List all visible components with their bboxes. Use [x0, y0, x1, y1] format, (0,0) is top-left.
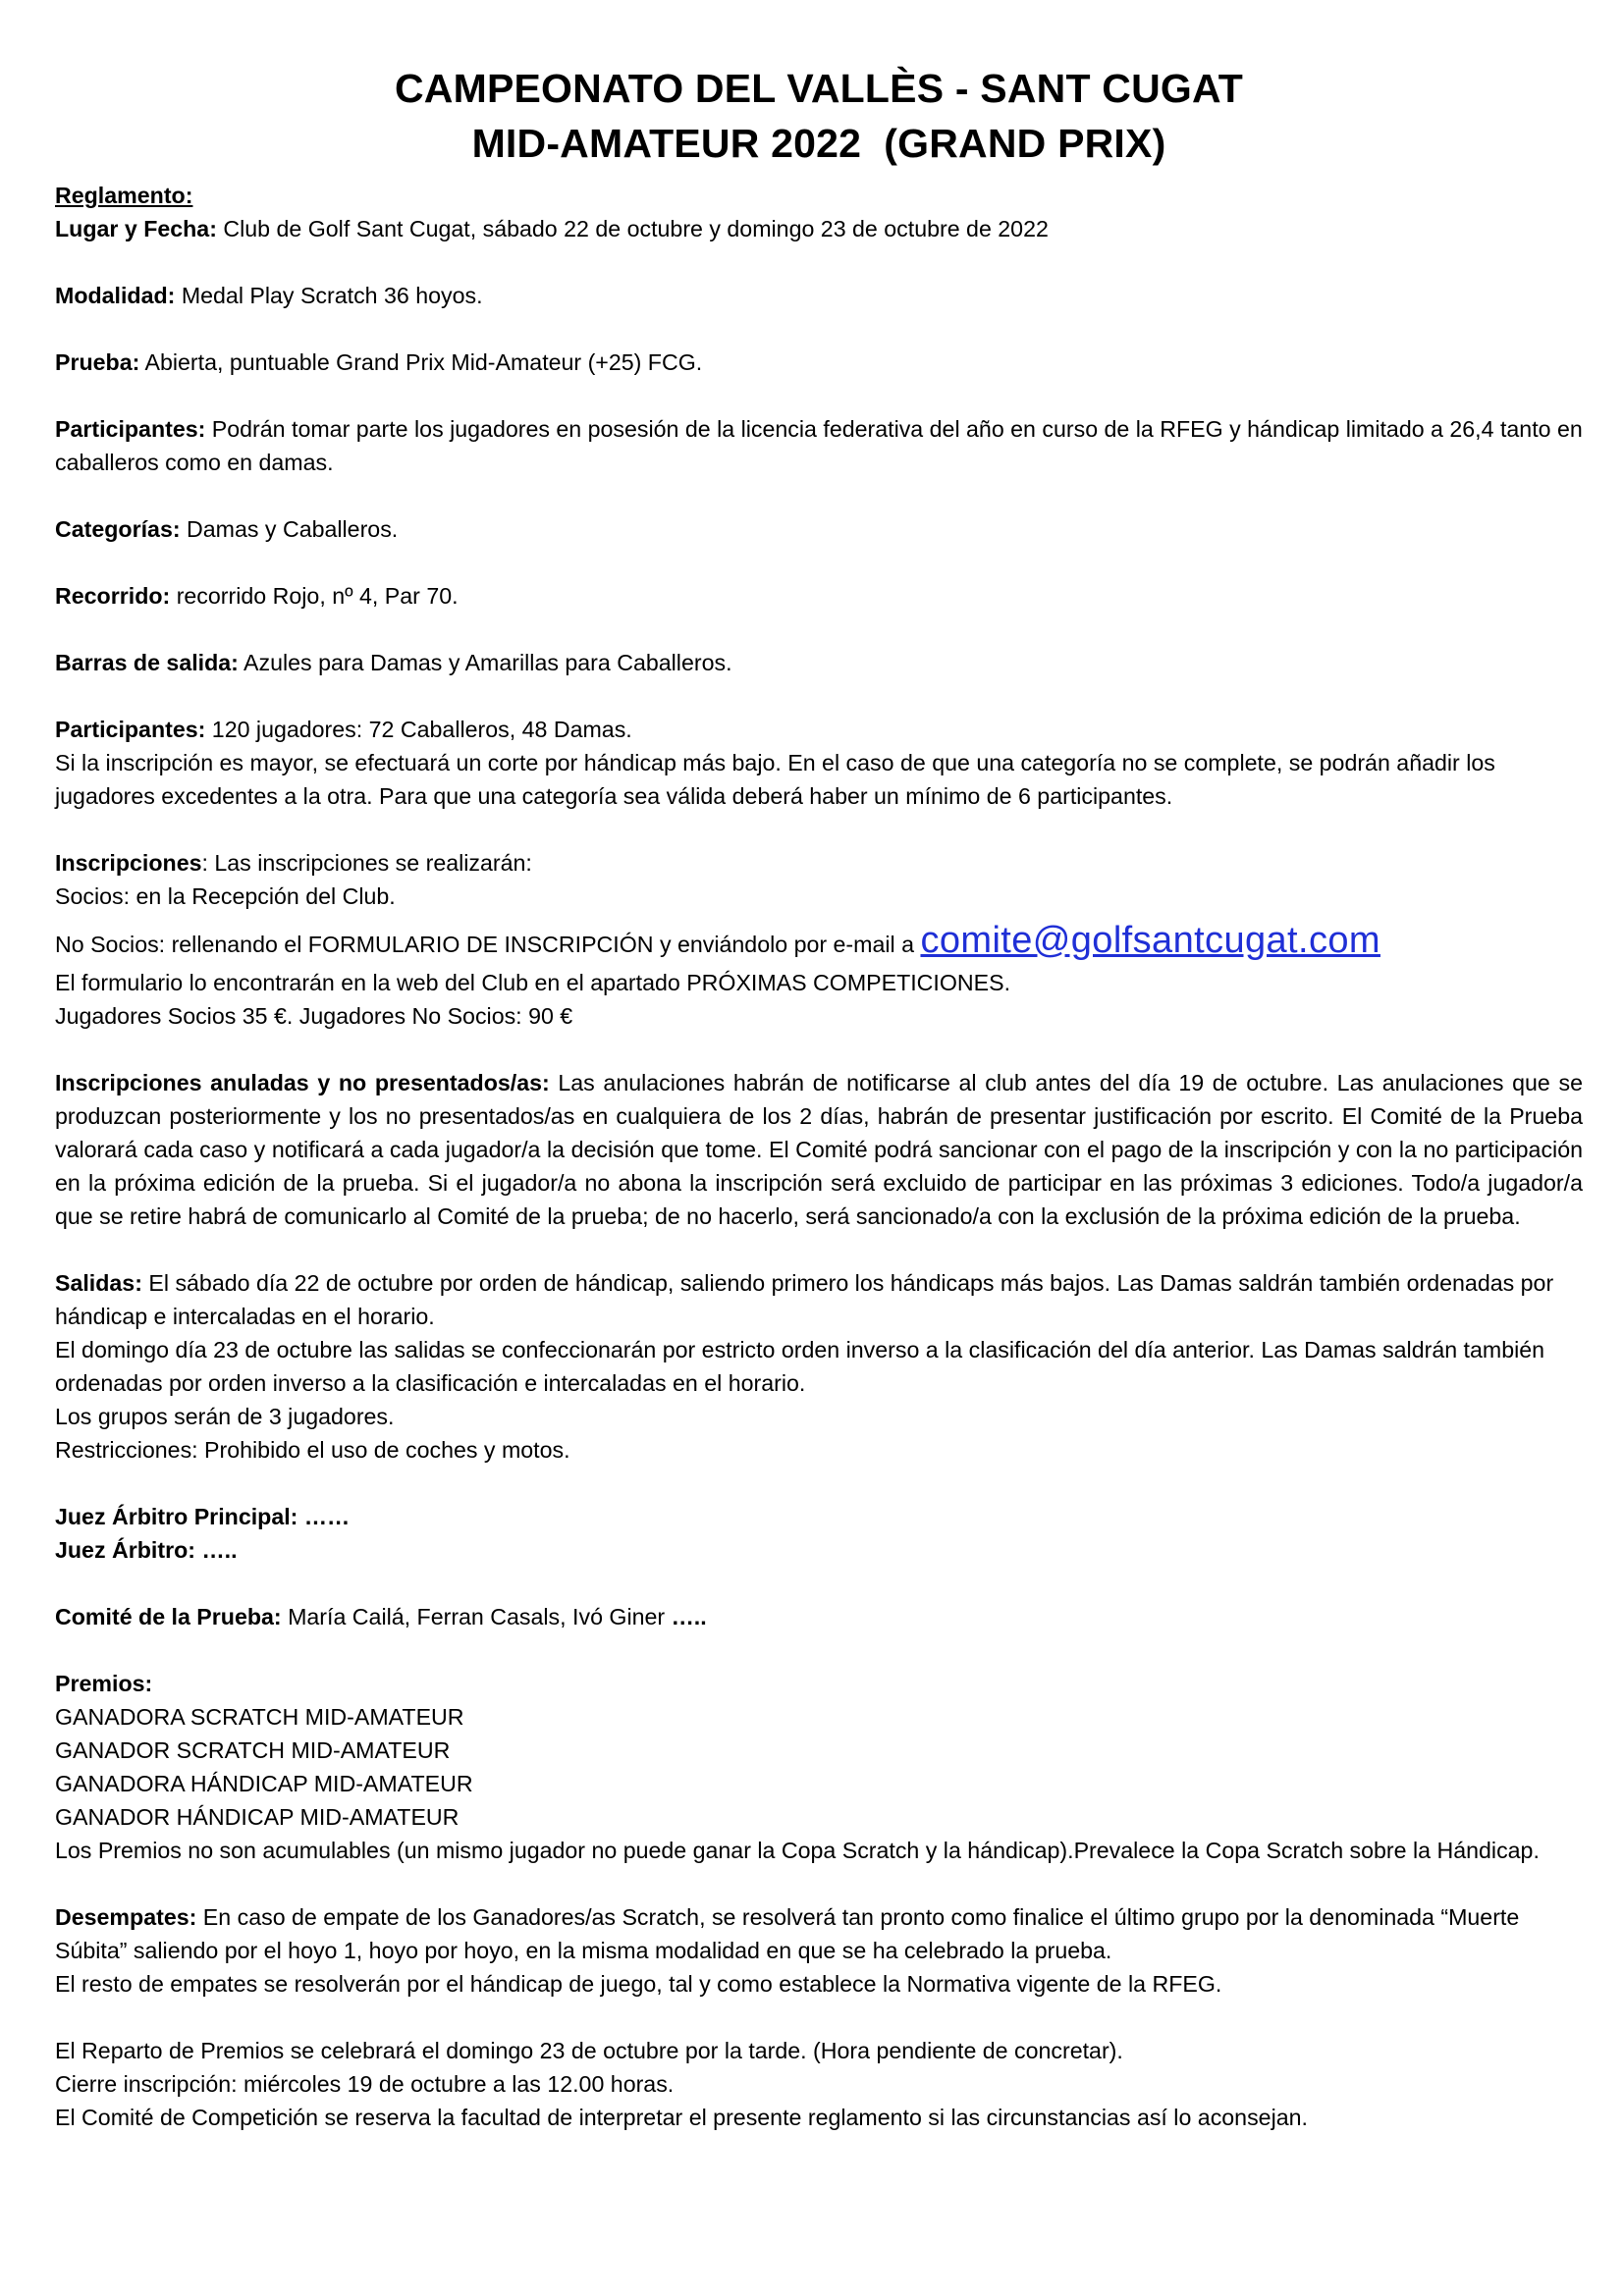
inscripciones-formulario: El formulario lo encontrarán en la web del Club en el apartado PRÓXIMAS COMPETICIONES.	[55, 970, 1011, 995]
desempates	[55, 1900, 1583, 1967]
inscripciones-socios: Socios: en la Recepción del Club.	[55, 883, 396, 909]
title-line-2: MID-AMATEUR 2022 (GRAND PRIX)	[471, 121, 1166, 166]
premios-label: Premios:	[55, 1671, 153, 1696]
barras-label: Barras de salida:	[55, 650, 239, 675]
rules-body	[55, 179, 1583, 2134]
document-title	[55, 61, 1583, 171]
juez-arbitro: Juez Árbitro: …..	[55, 1537, 238, 1563]
participantes-corte: Si la inscripción es mayor, se efectuará un corte por hándicap más bajo. En el caso de que una categoría no se complete, se podrán añadir los jugadores excedentes a la otra. Para que una categoría sea válida deberá haber un mínimo de 6 participantes.	[55, 750, 1495, 809]
participantes-text: Podrán tomar parte los jugadores en posesión de la licencia federativa del año en curso de la RFEG y hándicap limitado a 26,4 tanto en caballeros como en damas.	[55, 416, 1583, 475]
email-link[interactable]: comite@golfsantcugat.com	[920, 920, 1380, 961]
desempates-label: Desempates:	[55, 1904, 197, 1930]
modalidad-text: Medal Play Scratch 36 hoyos.	[175, 283, 483, 308]
reserva-comite: El Comité de Competición se reserva la facultad de interpretar el presente reglamento si las circunstancias así lo aconsejan.	[55, 2105, 1308, 2130]
reparto-premios: El Reparto de Premios se celebrará el domingo 23 de octubre por la tarde. (Hora pendiente de concretar).	[55, 2038, 1123, 2063]
comite-label: Comité de la Prueba:	[55, 1604, 282, 1629]
comite-prueba	[55, 1600, 1583, 1633]
salidas-text: El sábado día 22 de octubre por orden de hándicap, saliendo primero los hándicaps más bajos. Las Damas saldrán también ordenadas por hándicap e intercaladas en el horario.	[55, 1270, 1554, 1329]
desempates-resto: El resto de empates se resolverán por el hándicap de juego, tal y como establece la Normativa vigente de la RFEG.	[55, 1971, 1222, 1997]
categorias-text: Damas y Caballeros.	[180, 516, 399, 542]
premios-nota: Los Premios no son acumulables (un mismo jugador no puede ganar la Copa Scratch y la hándicap).Prevalece la Copa Scratch sobre la Hándicap.	[55, 1838, 1540, 1863]
recorrido-text: recorrido Rojo, nº 4, Par 70.	[170, 583, 459, 609]
participantes-requisitos	[55, 412, 1583, 479]
categorias-label: Categorías:	[55, 516, 181, 542]
reglamento-heading: Reglamento:	[55, 183, 193, 208]
anuladas-label: Inscripciones anuladas y no presentados/as:	[55, 1070, 550, 1095]
barras-text: Azules para Damas y Amarillas para Caballeros.	[238, 650, 732, 675]
modalidad	[55, 279, 1583, 312]
premio-item: GANADOR SCRATCH MID-AMATEUR	[55, 1737, 451, 1763]
recorrido	[55, 579, 1583, 613]
salidas-grupos: Los grupos serán de 3 jugadores.	[55, 1404, 395, 1429]
inscripciones-precios: Jugadores Socios 35 €. Jugadores No Socios: 90 €	[55, 1003, 573, 1029]
inscripciones	[55, 846, 1583, 880]
no-socios-text: No Socios: rellenando el FORMULARIO DE INSCRIPCIÓN y enviándolo por e-mail a	[55, 932, 921, 957]
salidas	[55, 1266, 1583, 1333]
modalidad-label: Modalidad:	[55, 283, 176, 308]
inscripciones-label: Inscripciones	[55, 850, 202, 876]
inscripciones-anuladas	[55, 1066, 1583, 1233]
salidas-domingo: El domingo día 23 de octubre las salidas se confeccionarán por estricto orden inverso a la clasificación del día anterior. Las Damas saldrán también ordenadas por orden inverso a la clasificación e intercaladas en el horario.	[55, 1337, 1545, 1396]
premio-item: GANADOR HÁNDICAP MID-AMATEUR	[55, 1804, 460, 1830]
premio-item: GANADORA SCRATCH MID-AMATEUR	[55, 1704, 464, 1730]
desempates-text: En caso de empate de los Ganadores/as Scratch, se resolverá tan pronto como finalice el último grupo por la denominada “Muerte Súbita” saliendo por el hoyo 1, hoyo por hoyo, en la misma modalidad en que se ha celebrado la prueba.	[55, 1904, 1520, 1963]
document-page	[55, 61, 1583, 2134]
participantes-numero-text: 120 jugadores: 72 Caballeros, 48 Damas.	[205, 717, 632, 742]
participantes-label: Participantes:	[55, 416, 206, 442]
lugar-text: Club de Golf Sant Cugat, sábado 22 de octubre y domingo 23 de octubre de 2022	[216, 216, 1049, 241]
inscripciones-no-socios	[55, 919, 1583, 966]
cierre-inscripcion: Cierre inscripción: miércoles 19 de octubre a las 12.00 horas.	[55, 2071, 675, 2097]
lugar-fecha	[55, 212, 1583, 245]
barras-salida	[55, 646, 1583, 679]
salidas-restricciones: Restricciones: Prohibido el uso de coches y motos.	[55, 1437, 570, 1463]
comite-dots: …..	[671, 1604, 707, 1629]
prueba-label: Prueba:	[55, 349, 140, 375]
participantes-numero-label: Participantes:	[55, 717, 206, 742]
lugar-label: Lugar y Fecha:	[55, 216, 217, 241]
premio-item: GANADORA HÁNDICAP MID-AMATEUR	[55, 1771, 473, 1796]
inscripciones-text: : Las inscripciones se realizarán:	[201, 850, 532, 876]
prueba	[55, 346, 1583, 379]
salidas-label: Salidas:	[55, 1270, 142, 1296]
categorias	[55, 512, 1583, 546]
comite-text: María Cailá, Ferran Casals, Ivó Giner	[281, 1604, 672, 1629]
recorrido-label: Recorrido:	[55, 583, 171, 609]
prueba-text: Abierta, puntuable Grand Prix Mid-Amateur (+25) FCG.	[139, 349, 703, 375]
participantes-numero	[55, 713, 1583, 746]
anuladas-text: Las anulaciones habrán de notificarse al club antes del día 19 de octubre. Las anulaciones que se produzcan posteriormente y los no presentados/as en cualquiera de los 2 días, habrán de presentar justificación por escrito. El Comité de la Prueba valorará cada caso y notificará a cada jugador/a la decisión que tome. El Comité podrá sancionar con el pago de la inscripción y con la no participación en la próxima edición de la prueba. Si el jugador/a no abona la inscripción será excluido de participar en las próximas 3 ediciones. Todo/a jugador/a que se retire habrá de comunicarlo al Comité de la prueba; de no hacerlo, será sancionado/a con la exclusión de la próxima edición de la prueba.	[55, 1070, 1583, 1229]
juez-arbitro-principal: Juez Árbitro Principal: ……	[55, 1504, 351, 1529]
title-line-1: CAMPEONATO DEL VALLÈS - SANT CUGAT	[394, 66, 1244, 111]
